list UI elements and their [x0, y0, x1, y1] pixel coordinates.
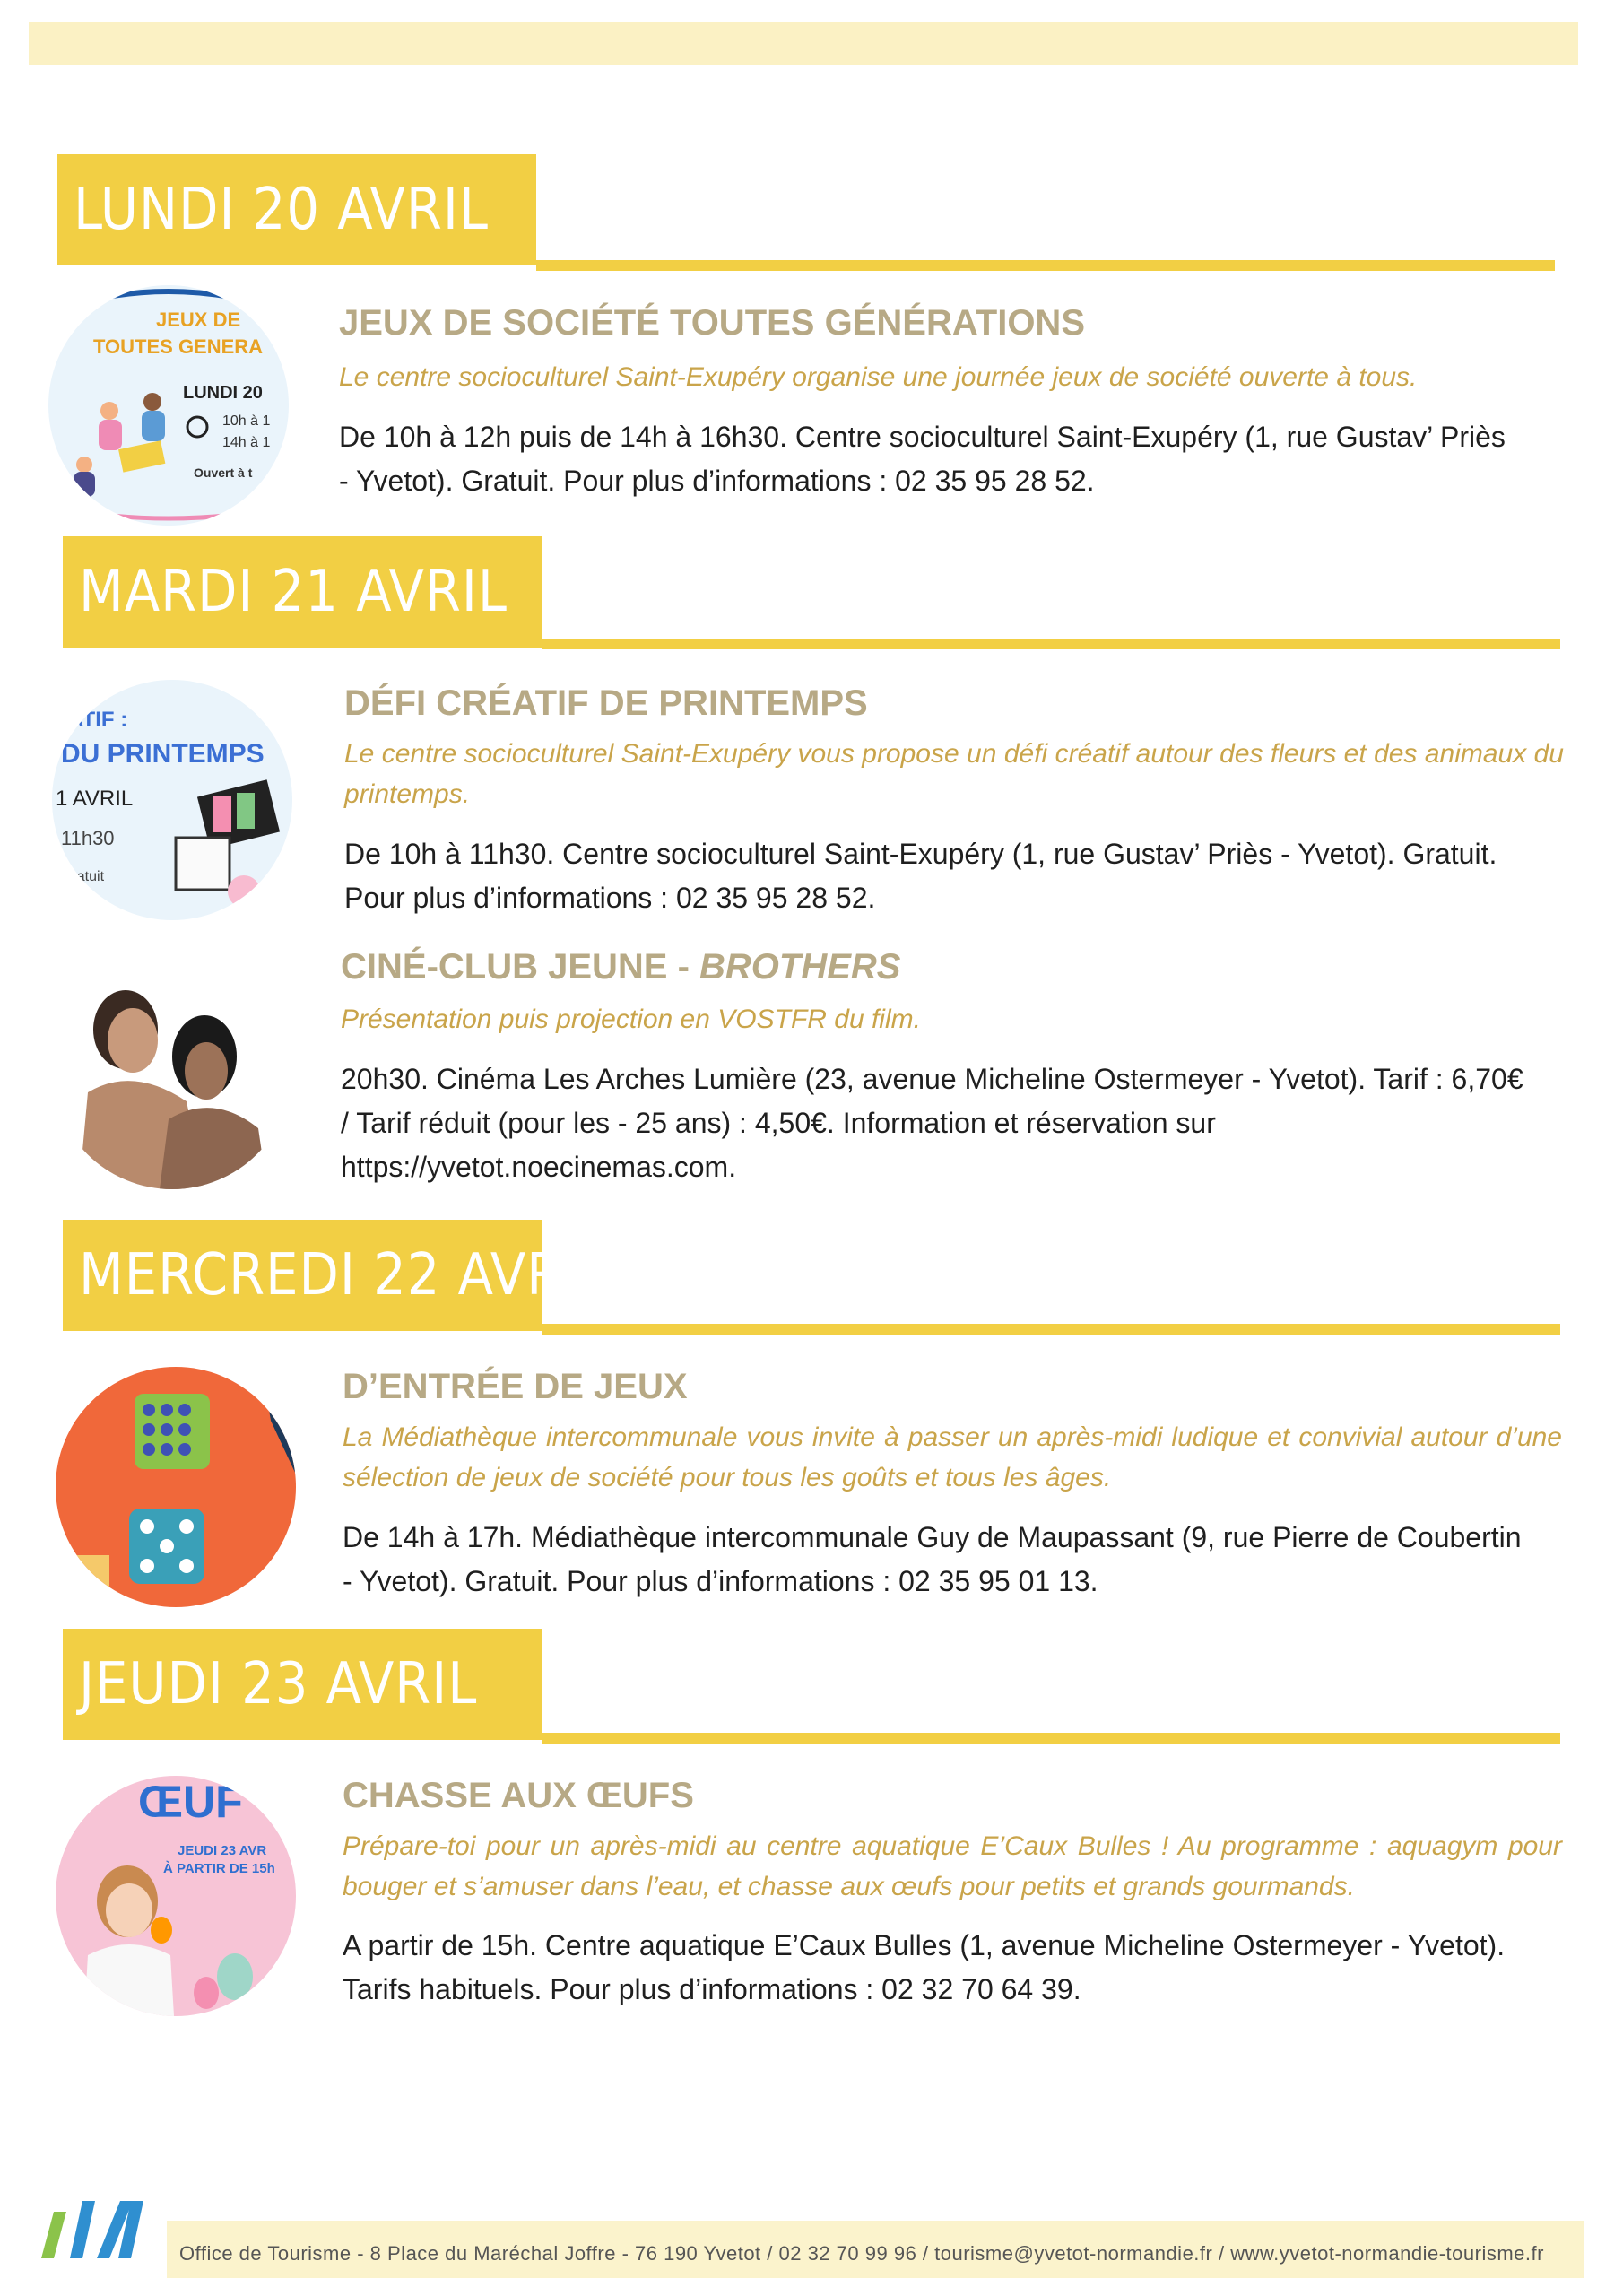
event-description: La Médiathèque intercommunale vous invite à passer un après-midi ludique et convivial autour d’une sélection de jeux de société pour tous les goûts et tous les âges. [343, 1422, 1562, 1492]
film-title: BROTHERS [699, 947, 901, 987]
event-thumbnail-entree-de-jeux [56, 1367, 296, 1607]
day-header-mercredi: MERCREDI 22 AVRIL [63, 1220, 542, 1331]
thumb-line: 10h à 1 [222, 413, 271, 429]
craft-supplies-illustration [176, 779, 280, 908]
event-info: De 10h à 12h puis de 14h à 16h30. Centre socioculturel Saint-Exupéry (1, rue Gustav’ Priès - Yvetot). Gratuit. Pour plus d’informations : 02 35 95 28 52. [339, 421, 1506, 497]
day-rule [542, 1324, 1560, 1335]
office-tourisme-logo [38, 2196, 163, 2260]
event-title-text: CINÉ-CLUB JEUNE - [341, 947, 700, 987]
thumb-line: JEUX DE [156, 309, 241, 331]
event-info: A partir de 15h. Centre aquatique E’Caux Bulles (1, avenue Micheline Ostermeyer - Yvetot). Tarifs habituels. Pour plus d’informations : 02 32 70 64 39. [343, 1929, 1506, 2005]
day-rule [542, 1733, 1560, 1744]
thumb-line: Gratuit [61, 869, 105, 884]
day-header-jeudi: JEUDI 23 AVRIL [63, 1629, 542, 1740]
day-rule [536, 260, 1555, 271]
thumb-line: 1 AVRIL [56, 787, 134, 811]
clock-icon [187, 417, 207, 437]
event-thumbnail-defi-creatif [52, 680, 292, 920]
day-rule [542, 639, 1560, 649]
footer-contact: Office de Tourisme - 8 Place du Maréchal Joffre - 76 190 Yvetot / 02 32 70 99 96 / tourisme@yvetot-normandie.fr / www.yvetot-normandie-tourisme.fr [179, 2242, 1544, 2265]
top-decorative-band [29, 22, 1578, 65]
thumb-line: 11h30 [61, 827, 115, 849]
thumb-line: Ouvert à t [194, 465, 253, 480]
thumb-line: JEUDI 23 AVR [178, 1843, 267, 1858]
event-thumbnail-cine-club [52, 949, 292, 1189]
event-info: De 14h à 17h. Médiathèque intercommunale Guy de Maupassant (9, rue Pierre de Coubertin - Yvetot). Gratuit. Pour plus d’informations : 02 35 95 01 13. [343, 1521, 1522, 1597]
thumb-line: ATIF : [68, 708, 128, 732]
brothers-film-image [52, 949, 292, 1189]
event-info: De 10h à 11h30. Centre socioculturel Saint-Exupéry (1, rue Gustav’ Priès - Yvetot). Gratuit. Pour plus d’informations : 02 35 95 28 52. [344, 838, 1497, 914]
jeux-poster-image [48, 285, 289, 526]
thumb-line: 14h à 1 [222, 435, 271, 450]
thumb-line: ŒUF [138, 1777, 243, 1827]
people-playing-illustration [74, 393, 165, 497]
day-header-lundi: LUNDI 20 AVRIL [57, 154, 536, 265]
thumb-line: LUNDI 20 [183, 383, 263, 403]
event-description: Le centre socioculturel Saint-Exupéry organise une journée jeux de société ouverte à tous. [339, 362, 1418, 392]
easter-poster-image [56, 1776, 296, 2016]
thumb-line: DU PRINTEMPS [61, 739, 265, 769]
thumb-line: TOUTES GENERA [93, 335, 264, 358]
day-header-mardi: MARDI 21 AVRIL [63, 536, 542, 648]
event-title: DÉFI CRÉATIF DE PRINTEMPS [344, 683, 868, 723]
thumb-line: À PARTIR DE 15h [163, 1861, 275, 1876]
event-thumbnail-jeux-societe [48, 285, 289, 526]
event-description: Présentation puis projection en VOSTFR du film. [341, 1004, 921, 1034]
event-title: CHASSE AUX ŒUFS [343, 1776, 694, 1815]
defi-poster-image [52, 680, 292, 920]
board-games-image [56, 1367, 296, 1607]
event-description: Le centre socioculturel Saint-Exupéry vous propose un défi créatif autour des fleurs et des animaux du printemps. [344, 739, 1564, 809]
event-description: Prépare-toi pour un après-midi au centre aquatique E’Caux Bulles ! Au programme : aquagym pour bouger et s’amuser dans l’eau, et chasse aux œufs pour petits et grands gourmands. [343, 1831, 1562, 1901]
event-info: 20h30. Cinéma Les Arches Lumière (23, avenue Micheline Ostermeyer - Yvetot). Tarif : 6,70€ / Tarif réduit (pour les - 25 ans) : 4,50€. Information et réservation sur https://yvetot.noecinemas.com. [341, 1063, 1523, 1183]
child-with-eggs-illustration [84, 1866, 253, 2016]
event-title [341, 947, 900, 987]
event-thumbnail-chasse-aux-oeufs [56, 1776, 296, 2016]
event-title: JEUX DE SOCIÉTÉ TOUTES GÉNÉRATIONS [339, 303, 1085, 343]
event-title: D’ENTRÉE DE JEUX [343, 1367, 688, 1406]
